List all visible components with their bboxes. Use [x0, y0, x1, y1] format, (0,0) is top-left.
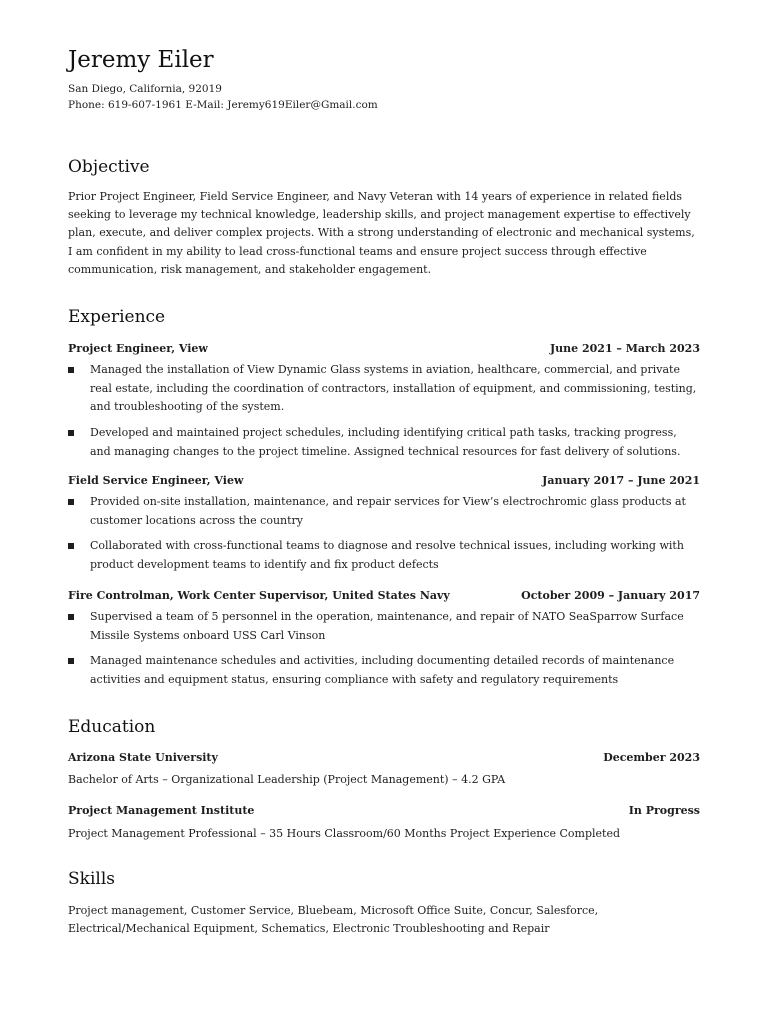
address-line: San Diego, California, 92019	[68, 83, 222, 95]
objective-heading: Objective	[68, 157, 150, 177]
school-name: Project Management Institute	[68, 804, 255, 817]
school-name: Arizona State University	[68, 751, 218, 764]
bullet-square-icon	[68, 430, 74, 436]
job-title: Field Service Engineer, View	[68, 474, 244, 487]
education-header	[68, 803, 700, 819]
skills-text: Project management, Customer Service, Bluebeam, Microsoft Office Suite, Concur, Salesforce, Electrical/Mechanical Equipment, Schematics, Electronic Troubleshooting and Repair	[68, 904, 599, 935]
job-bullet	[68, 608, 700, 645]
bullet-text: Provided on-site installation, maintenance, and repair services for View’s electrochromic glass products at customer locations across the country	[90, 495, 686, 527]
job-title: Fire Controlman, Work Center Supervisor, United States Navy	[68, 589, 450, 602]
bullet-text: Supervised a team of 5 personnel in the operation, maintenance, and repair of NATO SeaSparrow Surface Missile Systems onboard USS Carl Vinson	[90, 610, 684, 642]
education-detail: Project Management Professional – 35 Hours Classroom/60 Months Project Experience Completed	[68, 827, 621, 840]
education-date: In Progress	[628, 804, 700, 817]
job-bullet	[68, 537, 700, 574]
job-dates: January 2017 – June 2021	[542, 474, 700, 487]
bullet-square-icon	[68, 499, 74, 505]
education-heading: Education	[68, 717, 156, 737]
experience-heading: Experience	[68, 307, 166, 327]
contact-line: Phone: 619-607-1961 E-Mail: Jeremy619Eiler@Gmail.com	[68, 99, 378, 111]
job-header	[68, 341, 700, 357]
bullet-text: Managed the installation of View Dynamic Glass systems in aviation, healthcare, commercial, and private real estate, including the coordination of contractors, installation of equipment, and commissioning, testing, and troubleshooting of the system.	[90, 363, 697, 413]
job-title: Project Engineer, View	[68, 342, 208, 355]
education-detail: Bachelor of Arts – Organizational Leadership (Project Management) – 4.2 GPA	[68, 773, 506, 786]
bullet-text: Developed and maintained project schedules, including identifying critical path tasks, tracking progress, and managing changes to the project timeline. Assigned technical resources for fast delivery of solutions.	[90, 426, 681, 458]
bullet-square-icon	[68, 658, 74, 664]
job-dates: June 2021 – March 2023	[549, 342, 700, 355]
job-bullet	[68, 424, 700, 461]
bullet-text: Collaborated with cross-functional teams to diagnose and resolve technical issues, including working with product development teams to identify and fix product defects	[90, 539, 684, 571]
job-header	[68, 588, 700, 604]
job-bullet	[68, 361, 700, 417]
bullet-square-icon	[68, 543, 74, 549]
candidate-name: Jeremy Eiler	[68, 47, 214, 73]
bullet-square-icon	[68, 367, 74, 373]
job-bullet	[68, 652, 700, 689]
education-date: December 2023	[603, 751, 700, 764]
objective-text: Prior Project Engineer, Field Service Engineer, and Navy Veteran with 14 years of experience in related fields seeking to leverage my technical knowledge, leadership skills, and project management expertise to effectively plan, execute, and deliver complex projects. With a strong understanding of electronic and mechanical systems, I am confident in my ability to lead cross-functional teams and ensure project success through effective communication, risk management, and stakeholder engagement.	[68, 190, 695, 276]
skills-heading: Skills	[68, 869, 115, 889]
bullet-text: Managed maintenance schedules and activities, including documenting detailed records of maintenance activities and equipment status, ensuring compliance with safety and regulatory requirements	[90, 654, 675, 686]
job-bullet	[68, 493, 700, 530]
bullet-square-icon	[68, 614, 74, 620]
job-header	[68, 473, 700, 489]
education-header	[68, 750, 700, 766]
job-dates: October 2009 – January 2017	[521, 589, 700, 602]
